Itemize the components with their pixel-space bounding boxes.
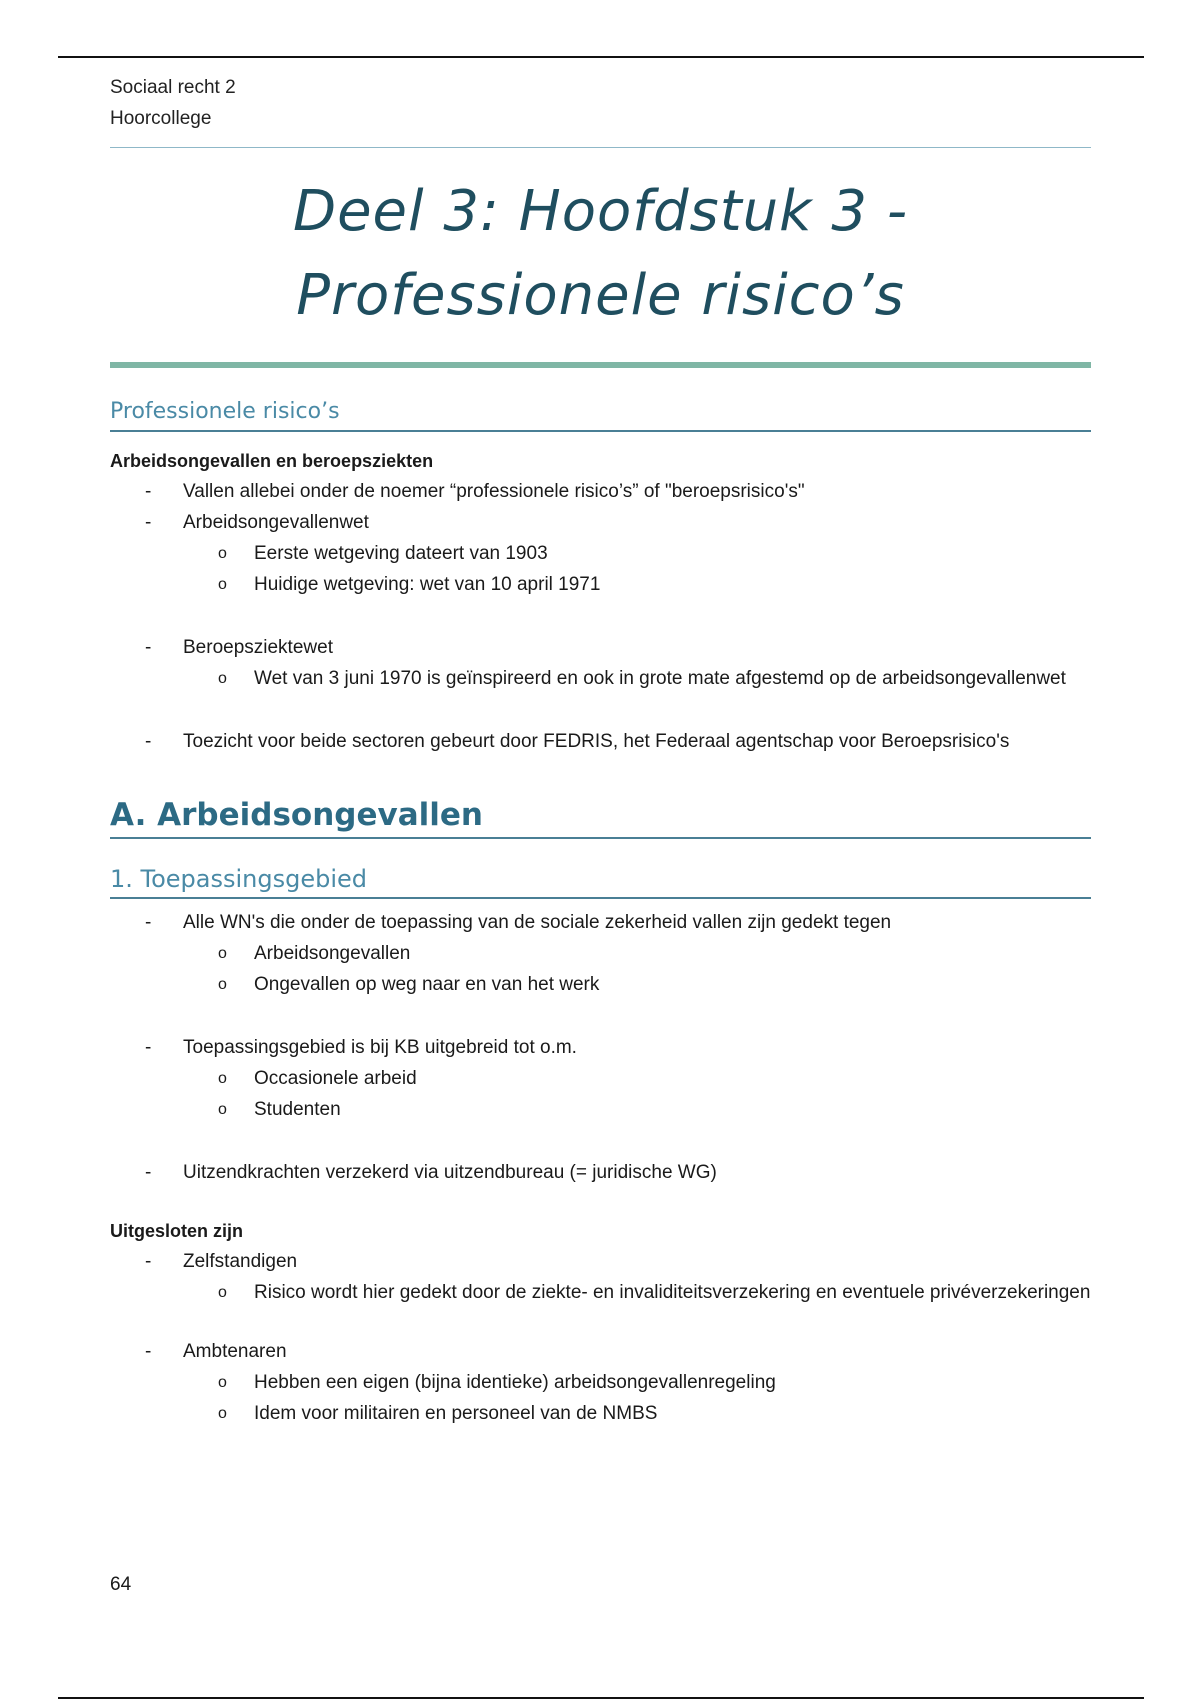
sub-list-item-text: Eerste wetgeving dateert van 1903 — [254, 543, 548, 564]
circle-bullet: o — [218, 1101, 227, 1118]
sub-list-item — [110, 938, 1091, 969]
spacer — [110, 694, 1091, 726]
section-heading-toepassingsgebied: 1. Toepassingsgebied — [110, 863, 1091, 899]
sub-list-item-text: Studenten — [254, 1099, 341, 1120]
circle-bullet: o — [218, 545, 227, 562]
list-item — [110, 907, 1091, 938]
sub-list-item-text: Idem voor militairen en personeel van de NMBS — [254, 1403, 658, 1424]
circle-bullet: o — [218, 576, 227, 593]
section-heading-a-arbeidsongevallen: A. Arbeidsongevallen — [110, 795, 1091, 839]
dash-bullet: - — [145, 731, 152, 752]
header-type: Hoorcollege — [110, 108, 212, 129]
dash-bullet: - — [145, 1251, 152, 1272]
dash-bullet: - — [145, 512, 152, 533]
dash-bullet: - — [145, 1162, 152, 1183]
list-item-text: Beroepsziektewet — [183, 637, 333, 658]
list-item — [110, 1032, 1091, 1063]
sub-list-item-text: Ongevallen op weg naar en van het werk — [254, 974, 600, 995]
spacer — [110, 1125, 1091, 1157]
chapter-title-line1: Deel 3: Hoofdstuk 3 - — [292, 179, 909, 244]
sub-list-item-text: Arbeidsongevallen — [254, 943, 411, 964]
list-item-text: Vallen allebei onder de noemer “professionele risico’s” of "beroepsrisico's" — [183, 481, 805, 502]
circle-bullet: o — [218, 1284, 227, 1301]
list-item — [110, 476, 1091, 507]
dash-bullet: - — [145, 637, 152, 658]
list-item — [110, 726, 1091, 757]
spacer — [110, 600, 1091, 632]
sub-list-item — [110, 1063, 1091, 1094]
list-item — [110, 1336, 1091, 1367]
dash-bullet: - — [145, 912, 152, 933]
circle-bullet: o — [218, 1374, 227, 1391]
subheading-uitgesloten-zijn: Uitgesloten zijn — [110, 1221, 244, 1241]
sub-list-item — [110, 1398, 1091, 1429]
dash-bullet: - — [145, 1341, 152, 1362]
list-item-text: Zelfstandigen — [183, 1251, 298, 1272]
list-item — [110, 632, 1091, 663]
sub-list-item-text: Huidige wetgeving: wet van 10 april 1971 — [254, 574, 601, 595]
sub-list-item-text: Occasionele arbeid — [254, 1068, 417, 1089]
title-rule — [110, 362, 1091, 368]
sub-list-item — [110, 1094, 1091, 1125]
dash-bullet: - — [145, 1037, 152, 1058]
spacer — [110, 1308, 1091, 1336]
subheading-arbeidsongevallen-beroepsziekten: Arbeidsongevallen en beroepsziekten — [110, 451, 434, 471]
list-item-text: Ambtenaren — [183, 1341, 287, 1362]
dash-bullet: - — [145, 481, 152, 502]
circle-bullet: o — [218, 1405, 227, 1422]
sub-list-item — [110, 538, 1091, 569]
sub-list-item — [110, 969, 1091, 1000]
circle-bullet: o — [218, 1070, 227, 1087]
sub-list-item-text: Hebben een eigen (bijna identieke) arbeidsongevallenregeling — [254, 1372, 776, 1393]
document-page — [110, 72, 1091, 1429]
circle-bullet: o — [218, 945, 227, 962]
circle-bullet: o — [218, 670, 227, 687]
list-item-text: Alle WN's die onder de toepassing van de sociale zekerheid vallen zijn gedekt tegen — [183, 912, 892, 933]
list-item-text: Uitzendkrachten verzekerd via uitzendbureau (= juridische WG) — [183, 1162, 717, 1183]
list-item — [110, 1157, 1091, 1188]
sub-list-item — [110, 1367, 1091, 1398]
list-item — [110, 1246, 1091, 1277]
top-rule — [58, 56, 1144, 58]
sub-list-item — [110, 569, 1091, 600]
list-item-text: Toepassingsgebied is bij KB uitgebreid tot o.m. — [183, 1037, 577, 1058]
sub-list-item-text: Risico wordt hier gedekt door de ziekte- en invaliditeitsverzekering en eventuele privéverzekeringen — [254, 1282, 1091, 1303]
page-number: 64 — [110, 1574, 132, 1595]
bottom-rule — [58, 1697, 1144, 1699]
header-rule — [110, 147, 1091, 148]
circle-bullet: o — [218, 976, 227, 993]
sub-list-item — [110, 1277, 1091, 1308]
header-course: Sociaal recht 2 — [110, 77, 236, 98]
sub-list-item-text: Wet van 3 juni 1970 is geïnspireerd en ook in grote mate afgestemd op de arbeidsongevallenwet — [254, 668, 1066, 689]
list-item-text: Toezicht voor beide sectoren gebeurt door FEDRIS, het Federaal agentschap voor Beroepsrisico's — [183, 731, 1010, 752]
chapter-title-line2: Professionele risico’s — [296, 263, 905, 328]
section-heading-professionele-risicos: Professionele risico’s — [110, 398, 1091, 432]
chapter-title — [110, 170, 1091, 338]
list-item-text: Arbeidsongevallenwet — [183, 512, 369, 533]
spacer — [110, 1000, 1091, 1032]
list-item — [110, 507, 1091, 538]
sub-list-item — [110, 663, 1091, 694]
